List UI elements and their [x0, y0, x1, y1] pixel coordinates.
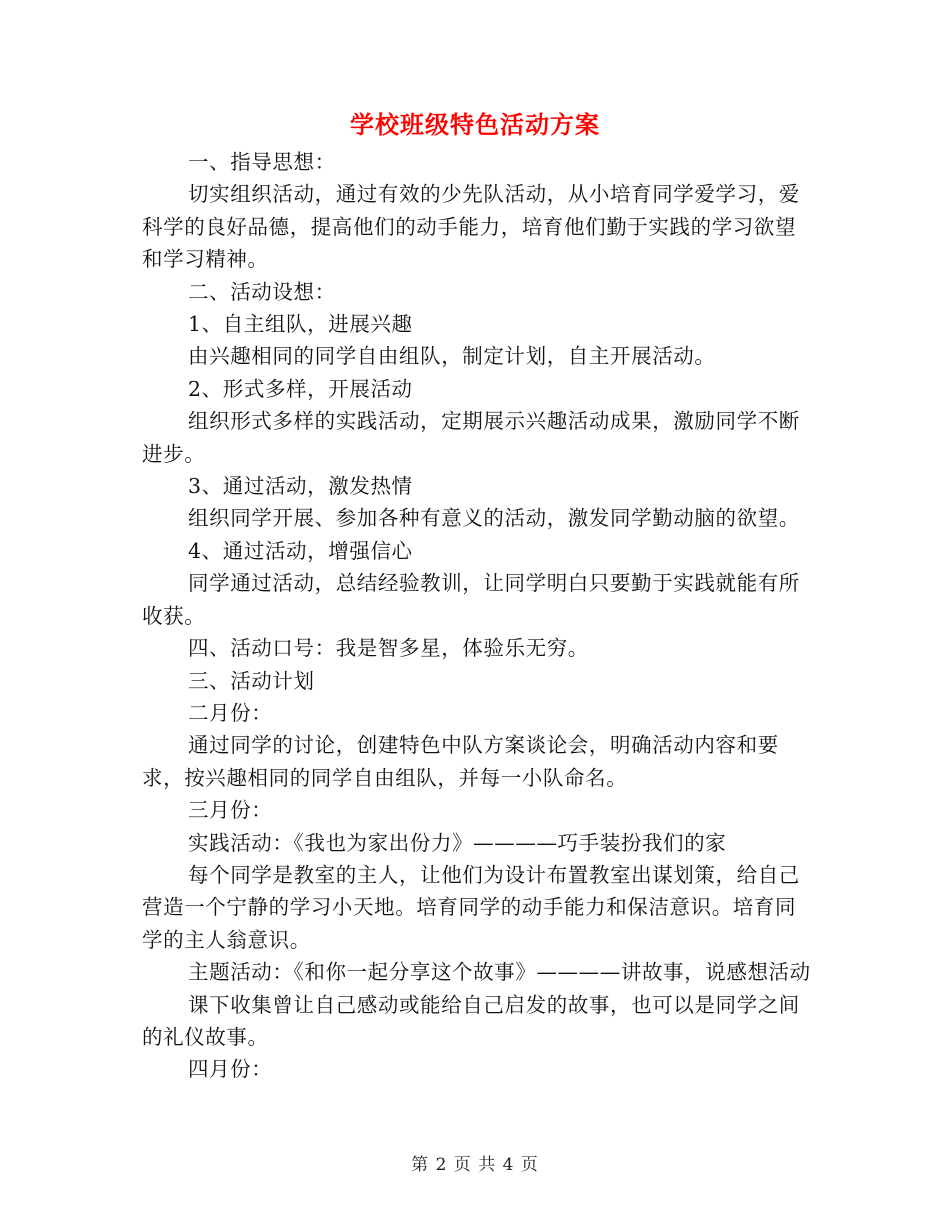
paragraph: 组织形式多样的实践活动，定期展示兴趣活动成果，激励同学不断进步。 [142, 409, 800, 466]
paragraph: 组织同学开展、参加各种有意义的活动，激发同学勤动脑的欲望。 [188, 506, 800, 531]
paragraph: 三、活动计划 [188, 668, 315, 693]
document-title: 学校班级特色活动方案 [350, 111, 600, 139]
paragraph: 每个同学是教室的主人，让他们为设计布置教室出谋划策，给自己营造一个宁静的学习小天地。培育同学的动手能力和保洁意识。培育同学的主人翁意识。 [142, 862, 800, 952]
paragraph: 4、通过活动，增强信心 [188, 538, 413, 563]
paragraph: 同学通过活动，总结经验教训，让同学明白只要勤于实践就能有所收获。 [142, 571, 800, 628]
paragraph: 实践活动：《我也为家出份力》————巧手装扮我们的家 [188, 830, 727, 855]
paragraph: 课下收集曾让自己感动或能给自己启发的故事，也可以是同学之间的礼仪故事。 [142, 992, 800, 1049]
paragraph: 二、活动设想： [188, 279, 336, 304]
paragraph: 三月份： [188, 798, 273, 823]
paragraph: 切实组织活动，通过有效的少先队活动，从小培育同学爱学习，爱科学的良好品德，提高他们的动手能力，培育他们勤于实践的学习欲望和学习精神。 [142, 182, 800, 272]
paragraph: 3、通过活动，激发热情 [188, 474, 413, 499]
paragraph: 一、指导思想： [188, 150, 336, 174]
paragraph: 四、活动口号：我是智多星，体验乐无穷。 [188, 636, 589, 661]
paragraph: 四月份： [188, 1057, 273, 1082]
paragraph: 通过同学的讨论，创建特色中队方案谈论会，明确活动内容和要求，按兴趣相同的同学自由组队，并每一小队命名。 [142, 733, 779, 790]
paragraph: 二月份： [188, 700, 273, 725]
paragraph: 由兴趣相同的同学自由组队，制定计划，自主开展活动。 [188, 344, 716, 369]
page-number-footer: 第 2 页 共 4 页 [411, 1155, 539, 1175]
paragraph: 主题活动：《和你一起分享这个故事》————讲故事，说感想活动 [188, 960, 811, 985]
paragraph: 1、自主组队，进展兴趣 [188, 312, 413, 337]
paragraph: 2、形式多样，开展活动 [188, 376, 413, 401]
document-body [142, 146, 812, 1086]
